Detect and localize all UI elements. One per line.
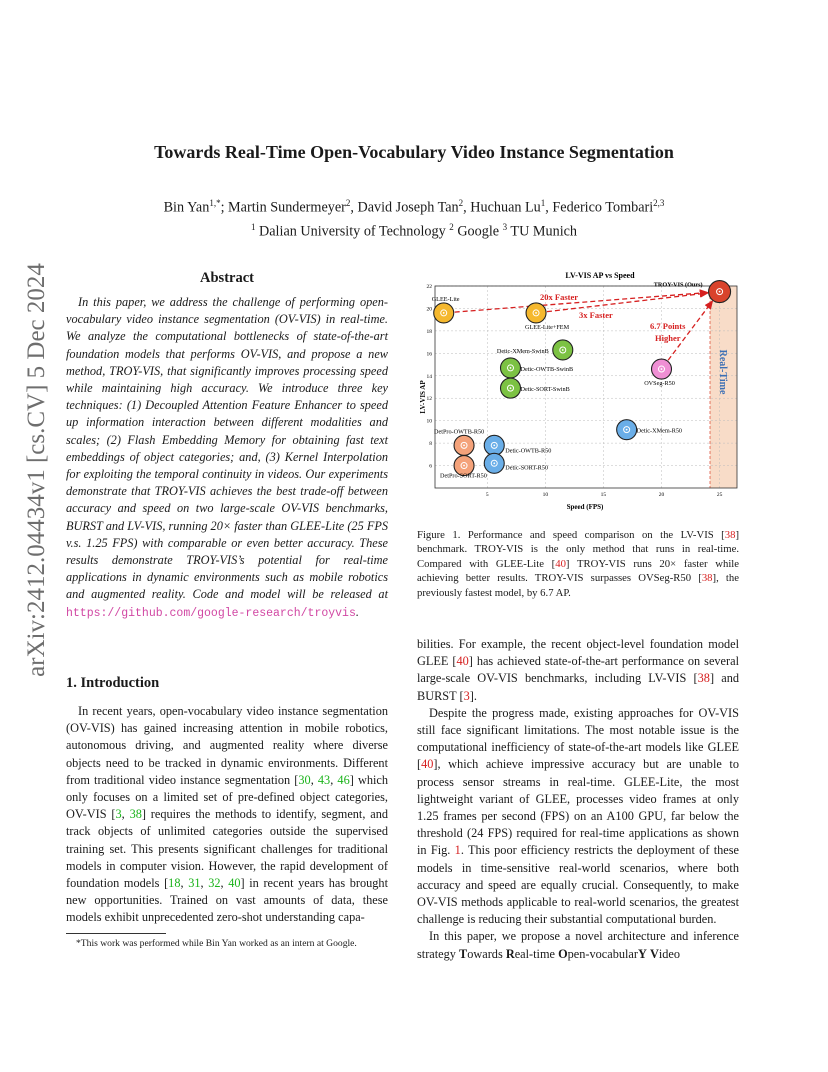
data-point-center (463, 444, 465, 446)
x-tick-label: 5 (485, 492, 489, 498)
y-tick-label: 22 (426, 284, 432, 290)
paragraph: Despite the progress made, existing approaches for OV-VIS still face significant limitations. The most notable issue is the computational inefficiency of state-of-the-art models like GLEE [40], which achieve impressive accuracy but are unable to process sensor streams in real-time. GLEE-Lite, the most lightweight variant of GLEE, processes video frames at only 1.25 frames per second (FPS) on an A100 GPU, far below the threshold (24 FPS) required for real-time applications as shown in Fig. 1. This poor efficiency restricts the deployment of these models in time-sensitive real-world scenarios, where both accuracy and speed are equally crucial. Consequently, to make OV-VIS methods applicable to real-world scenarios, the greatest challenge is reducing their substantial computational burden. (417, 705, 739, 927)
real-time-label: Real-Time (717, 349, 728, 395)
scatter-chart (417, 262, 743, 511)
x-tick-label: 25 (716, 492, 723, 498)
y-tick-label: 6 (429, 463, 432, 470)
footnote: *This work was performed while Bin Yan worked as an intern at Google. (76, 938, 357, 949)
data-point-center (443, 312, 445, 314)
point-label: Detic-OWTB-SwinB (520, 365, 574, 373)
data-point-center (463, 465, 465, 467)
data-point-center (535, 312, 537, 314)
point-label: DetPro-OWTB-R50 (434, 428, 485, 436)
x-tick-label: 20 (658, 492, 665, 498)
citation-link[interactable]: 46 (337, 772, 350, 787)
introduction-text: In recent years, open-vocabulary video instance segmentation (OV-VIS) has gained increasing attention in mobile robotics, autonomous driving, and augmented reality where diverse objects need to be tracked in dynamic environments. Different from traditional video instance segmentation [30, 43, 46] which only focuses on a limited set of pre-defined object categories, OV-VIS [3, 38] requires the methods to identify, segment, and track objects of unlimited categories outside the supervised training set. This presents significant challenges for traditional models in computer vision. However, the rapid development of foundation models [18, 31, 32, 40] in recent years has brought new opportunities. Trained on vast amounts of data, these models exhibit unprecedented zero-shot understanding capa- (66, 704, 389, 925)
point-label: DetPro-SORT-R50 (440, 472, 487, 480)
x-tick-label: 10 (542, 492, 549, 498)
annotation-20x-faster: 20x Faster (540, 292, 579, 302)
point-label: GLEE-Lite+FEM (525, 323, 570, 331)
y-tick-label: 20 (426, 306, 432, 313)
y-axis-ticks (427, 284, 433, 470)
point-label: Detic-XMem-SwinB (496, 347, 549, 355)
x-axis-ticks (486, 492, 723, 498)
x-axis-label: Speed (FPS) (566, 503, 604, 511)
y-tick-label: 8 (429, 441, 432, 448)
abstract-text: In this paper, we address the challenge of performing open-vocabulary video instance segmentation (OV-VIS) in real-time. We analyze the computational bottlenecks of state-of-the-art foundation models that performs OV-VIS, and propose a new method, TROY-VIS, that significantly improves processing speed while maintaining high accuracy. We introduce three key techniques: (1) Decoupled Attention Feature Enhancer to speed up information interaction between different modalities and scales; (2) Flash Embedding Memory for obtaining fast text embeddings of object categories; and, (3) Kernel Interpolation for exploiting the temporal continuity in videos. Our experiments demonstrate that TROY-VIS achieves the best trade-off between accuracy and speed on two large-scale OV-VIS benchmarks, BURST and LV-VIS, running 20× faster than GLEE-Lite (25 FPS v.s. 1.25 FPS) with comparable or even better accuracy. These results demonstrate TROY-VIS’s potential for real-time applications in dynamic environments such as mobile robotics and augmented reality. Code and model will be released at https://github.com/google-research/troyvis. (66, 295, 388, 620)
citation-link[interactable]: 38 (724, 529, 736, 541)
point-label: TROY-VIS (Ours) (653, 281, 703, 289)
paragraph: bilities. For example, the recent object-level foundation model GLEE [40] has achieved state-of-the-art performance on several large-scale OV-VIS benchmarks, including LV-VIS [38] and BURST [3]. (417, 637, 739, 703)
citation-link[interactable]: 3 (463, 688, 470, 703)
chart-title: LV-VIS AP vs Speed (565, 271, 635, 280)
citation-link[interactable]: 40 (555, 557, 566, 570)
figure-link[interactable]: 1 (454, 843, 461, 858)
code-link[interactable]: https://github.com/google-research/troyvis (66, 606, 356, 620)
paper-title: Towards Real-Time Open-Vocabulary Video Instance Segmentation (154, 142, 674, 162)
citation-link[interactable]: 3 (115, 807, 122, 822)
data-point-center (626, 429, 628, 431)
y-tick-label: 12 (426, 396, 432, 403)
point-label: Detic-SORT-R50 (505, 464, 548, 472)
introduction-continued (417, 636, 739, 963)
data-point-center (493, 462, 495, 464)
figure-1-chart (417, 262, 743, 511)
abstract-heading: Abstract (200, 270, 254, 286)
citation-link[interactable]: 38 (129, 807, 142, 822)
annotation-6-7-points: 6.7 Points (650, 321, 686, 331)
citation-link[interactable]: 40 (228, 876, 241, 891)
data-point-center (719, 291, 721, 293)
point-label: Detic-SORT-SwinB (520, 386, 570, 394)
figure-caption: Figure 1. Performance and speed comparison on the LV-VIS [38] benchmark. TROY-VIS is the only method that runs in real-time. Compared with GLEE-Lite [40] TROY-VIS runs 20× faster while achieving better results. TROY-VIS surpasses OVSeg-R50 [38], the previously fastest model, by 6.7 AP. (417, 529, 739, 599)
data-point-center (562, 349, 564, 351)
point-label: Detic-XMem-R50 (636, 427, 683, 435)
data-point-center (510, 367, 512, 369)
data-point-center (493, 444, 495, 446)
arxiv-identifier: arXiv:2412.04434v1 [cs.CV] 5 Dec 2024 (23, 263, 50, 677)
section-heading-introduction: 1. Introduction (66, 675, 160, 691)
author-block (0, 194, 828, 241)
citation-link[interactable]: 32 (208, 876, 221, 891)
citation-link[interactable]: 30 (298, 772, 311, 787)
data-point-center (510, 387, 512, 389)
y-tick-label: 16 (426, 351, 432, 358)
point-label: GLEE-Lite (431, 295, 460, 303)
footnote-rule (66, 933, 166, 934)
author-list: Bin Yan$^{1,*}$; Martin Sundermeyer$^2$, David Joseph Tan$^2$, Huchuan Lu$^1$, Federico Tombari$^{2,3}$ (163, 198, 665, 216)
point-label: Detic-OWTB-R50 (505, 447, 552, 455)
citation-link[interactable]: 38 (701, 572, 713, 585)
y-axis-label: LV-VIS AP (419, 380, 427, 414)
citation-link[interactable]: 38 (697, 671, 710, 686)
citation-link[interactable]: 40 (456, 654, 469, 669)
affiliations: $^1$ Dalian University of Technology $^2$ Google $^3$ TU Munich (250, 221, 578, 240)
annotation-higher: Higher (655, 333, 681, 343)
y-tick-label: 10 (426, 418, 432, 425)
y-tick-label: 14 (426, 373, 432, 380)
citation-link[interactable]: 43 (317, 772, 331, 787)
citation-link[interactable]: 40 (421, 757, 434, 772)
data-point-center (661, 368, 663, 370)
citation-link[interactable]: 31 (188, 876, 201, 891)
x-tick-label: 15 (600, 492, 607, 498)
point-label: OVSeg-R50 (644, 380, 675, 388)
annotation-3x-faster: 3x Faster (579, 310, 613, 320)
paragraph: In this paper, we propose a novel architecture and inference strategy Towards Real-time Open-vocabularY Video (417, 929, 739, 961)
citation-link[interactable]: 18 (168, 876, 181, 891)
y-tick-label: 18 (426, 328, 432, 335)
